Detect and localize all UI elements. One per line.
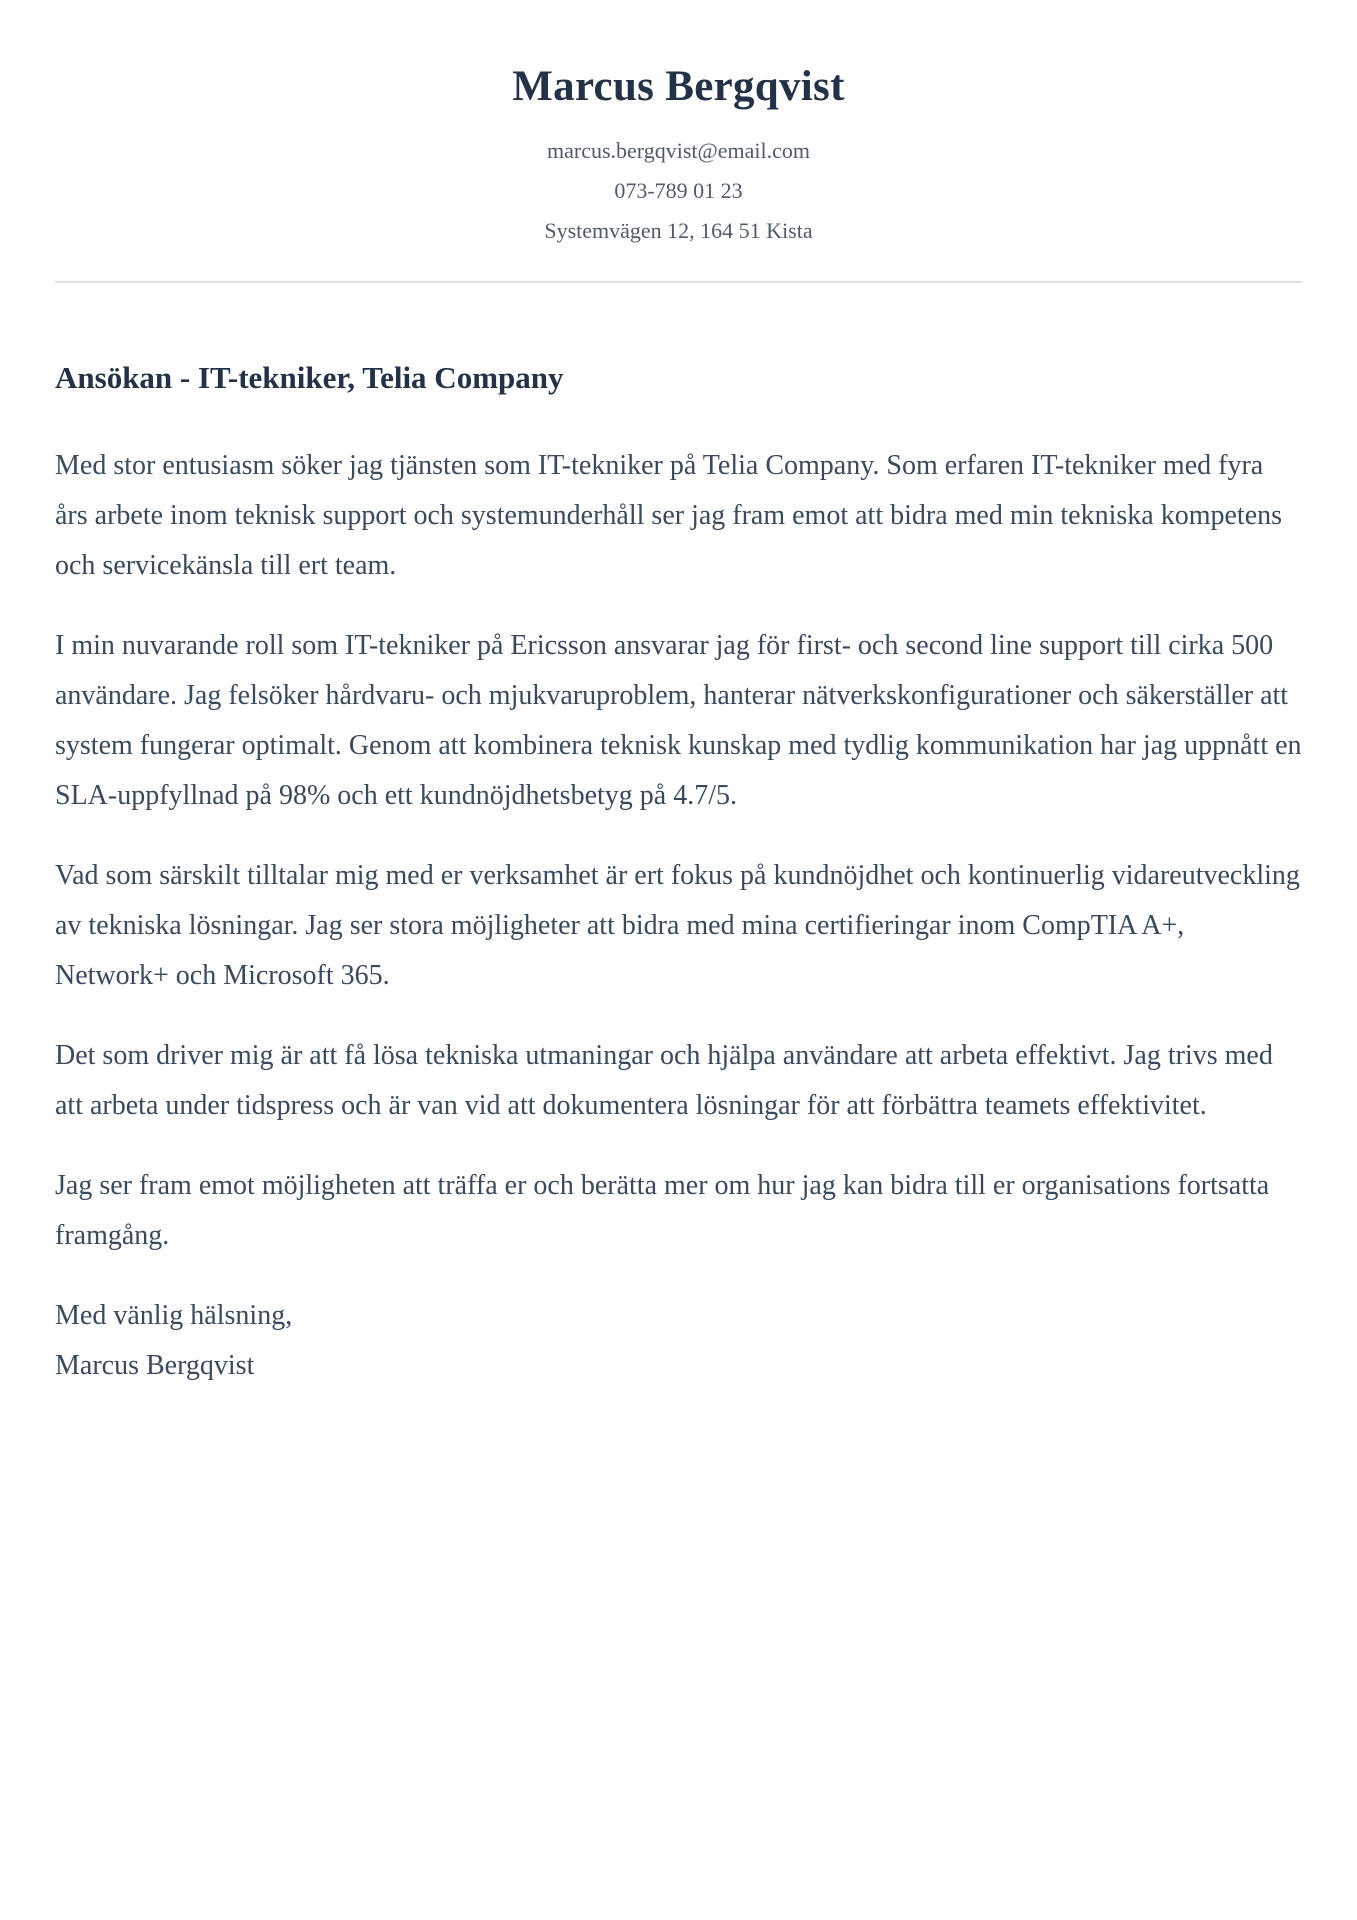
letter-body xyxy=(55,359,1302,1390)
signature-name: Marcus Bergqvist xyxy=(55,1349,255,1381)
letter-subject: Ansökan - IT-tekniker, Telia Company xyxy=(55,360,564,396)
header-divider xyxy=(55,281,1302,283)
letter-paragraph-intro: Med stor entusiasm söker jag tjänsten som IT-tekniker på Telia Company. Som erfaren IT-tekniker med fyra års arbete inom teknisk support och systemunderhåll ser jag fram emot att bidra med min tekniska kompetens och servicekänsla till ert team. xyxy=(55,449,1283,581)
letter-paragraph-current-role: I min nuvarande roll som IT-tekniker på Ericsson ansvarar jag för first- och second line support till cirka 500 användare. Jag felsöker hårdvaru- och mjukvaruproblem, hanterar nätverkskonfigurationer och säkerställer att system fungerar optimalt. Genom att kombinera teknisk kunskap med tydlig kommunikation har jag uppnått en SLA-uppfyllnad på 98% och ett kundnöjdhetsbetyg på 4.7/5. xyxy=(55,629,1302,811)
letter-closing xyxy=(55,1291,1302,1391)
closing-phrase: Med vänlig hälsning, xyxy=(55,1299,293,1331)
applicant-email: marcus.bergqvist@email.com xyxy=(546,138,810,164)
letter-paragraph-outro: Jag ser fram emot möjligheten att träffa er och berätta mer om hur jag kan bidra till er organisations fortsatta framgång. xyxy=(55,1169,1270,1251)
applicant-name: Marcus Bergqvist xyxy=(512,63,845,110)
applicant-phone: 073-789 01 23 xyxy=(614,178,743,204)
letter-paragraph-motivation: Vad som särskilt tilltalar mig med er verksamhet är ert fokus på kundnöjdhet och kontinuerlig vidareutveckling av tekniska lösningar. Jag ser stora möjligheter att bidra med mina certifieringar inom CompTIA A+, Network+ och Microsoft 365. xyxy=(55,859,1300,991)
letter-header xyxy=(55,0,1302,251)
letter-paragraph-drive: Det som driver mig är att få lösa tekniska utmaningar och hjälpa användare att arbeta effektivt. Jag trivs med att arbeta under tidspress och är van vid att dokumentera lösningar för att förbättra teamets effektivitet. xyxy=(55,1039,1273,1121)
applicant-address: Systemvägen 12, 164 51 Kista xyxy=(544,218,813,244)
